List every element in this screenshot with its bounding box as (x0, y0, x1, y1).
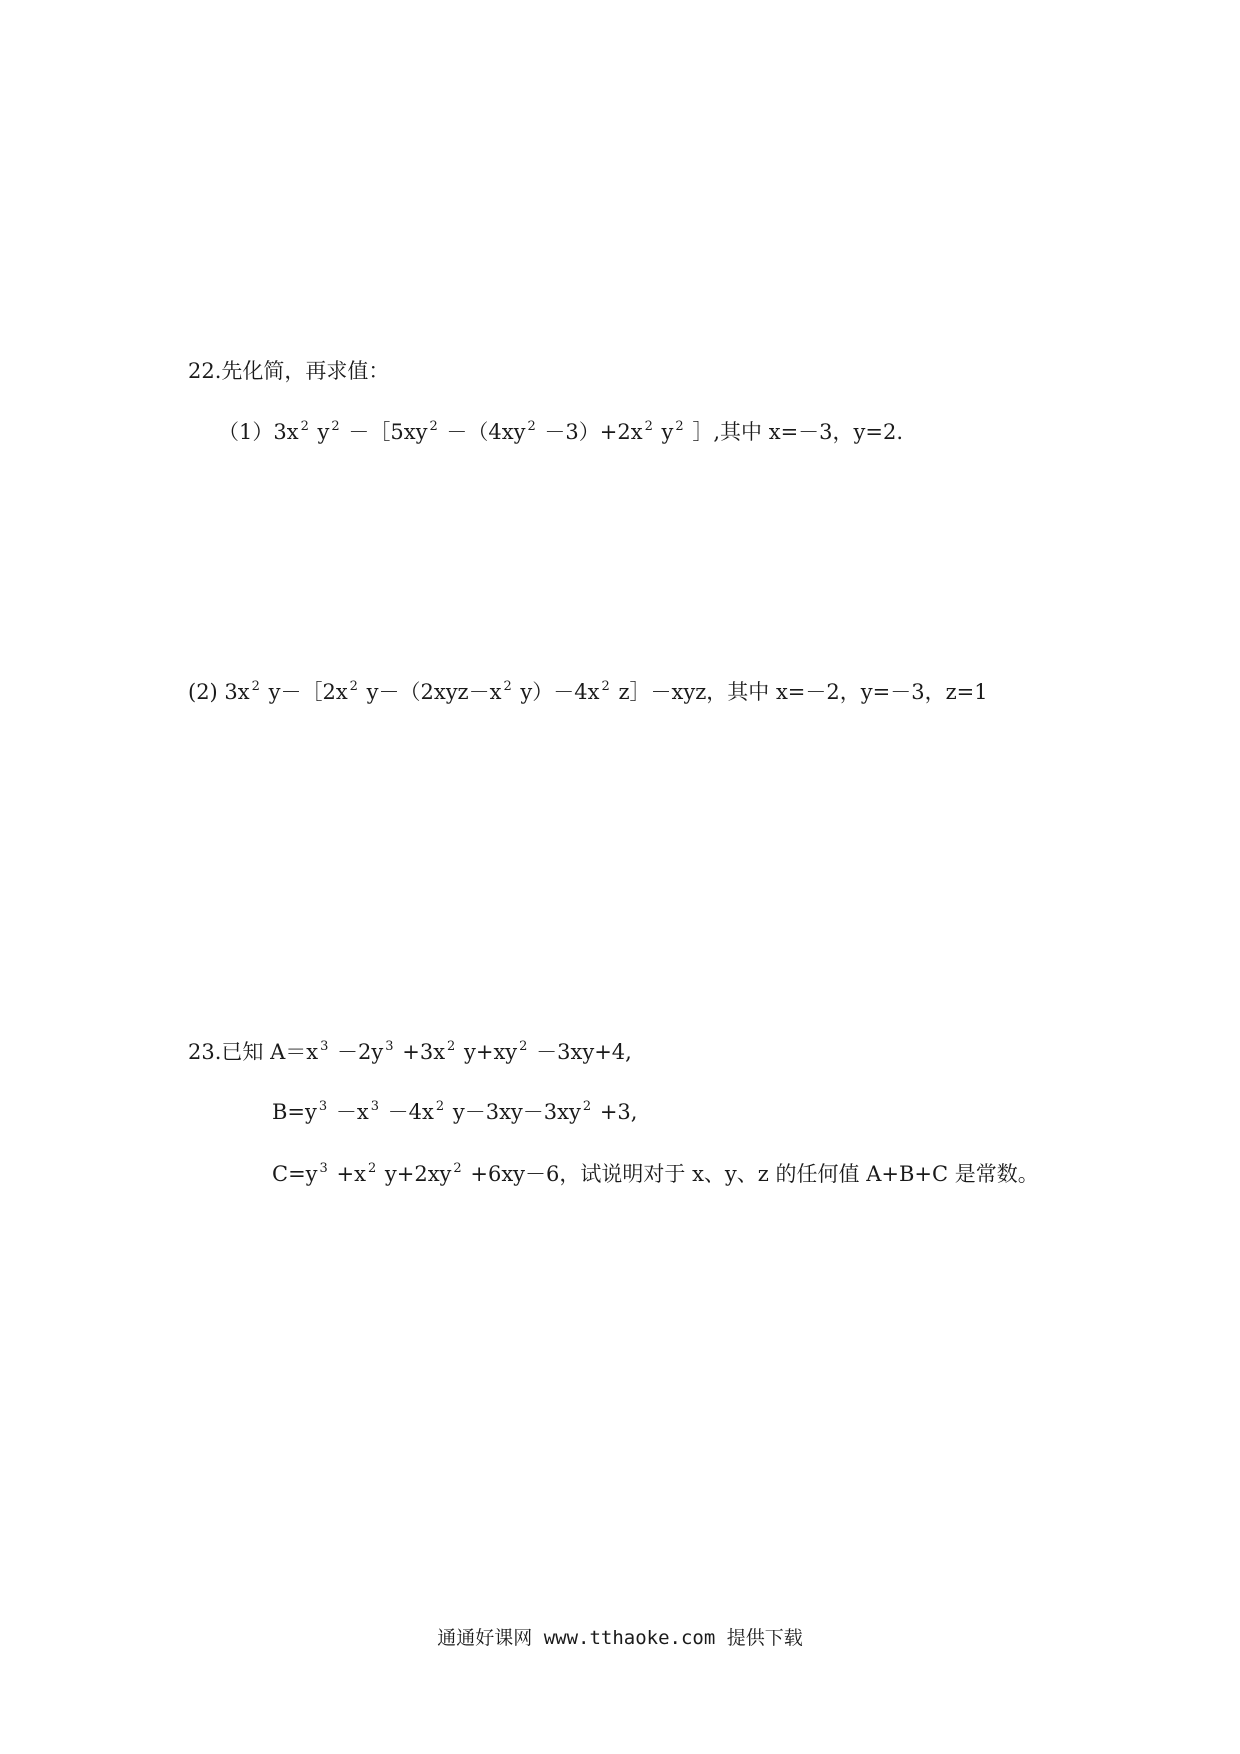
question-22-part-2: (2) 3x $^2$ y－［2x $^2$ y－（2xyz－x $^2$ y）－4x $^2$ z］－xyz，其中 x=－2，y=－3，z=1 (188, 679, 988, 704)
question-23-line-a: 23.已知 A＝x $^3$ －2y $^3$ +3x $^2$ y+xy $^2$ －3xy+4, (188, 1039, 632, 1064)
question-22-title: 22.先化简，再求值： (188, 359, 390, 383)
page-footer: 通通好课网 www.tthaoke.com 提供下载 (437, 1627, 803, 1649)
question-22-part-1: （1）3x $^2$ y $^2$ －［5xy $^2$ －（4xy $^2$ －3）+2x $^2$ y $^2$ ］,其中 x=－3，y=2. (218, 419, 904, 444)
question-23-line-b: B=y $^3$ －x $^3$ －4x $^2$ y－3xy－3xy $^2$ +3, (272, 1099, 638, 1124)
question-23-line-c: C=y $^3$ +x $^2$ y+2xy $^2$ +6xy－6，试说明对于 x、y、z 的任何值 A+B+C 是常数。 (272, 1161, 1039, 1186)
